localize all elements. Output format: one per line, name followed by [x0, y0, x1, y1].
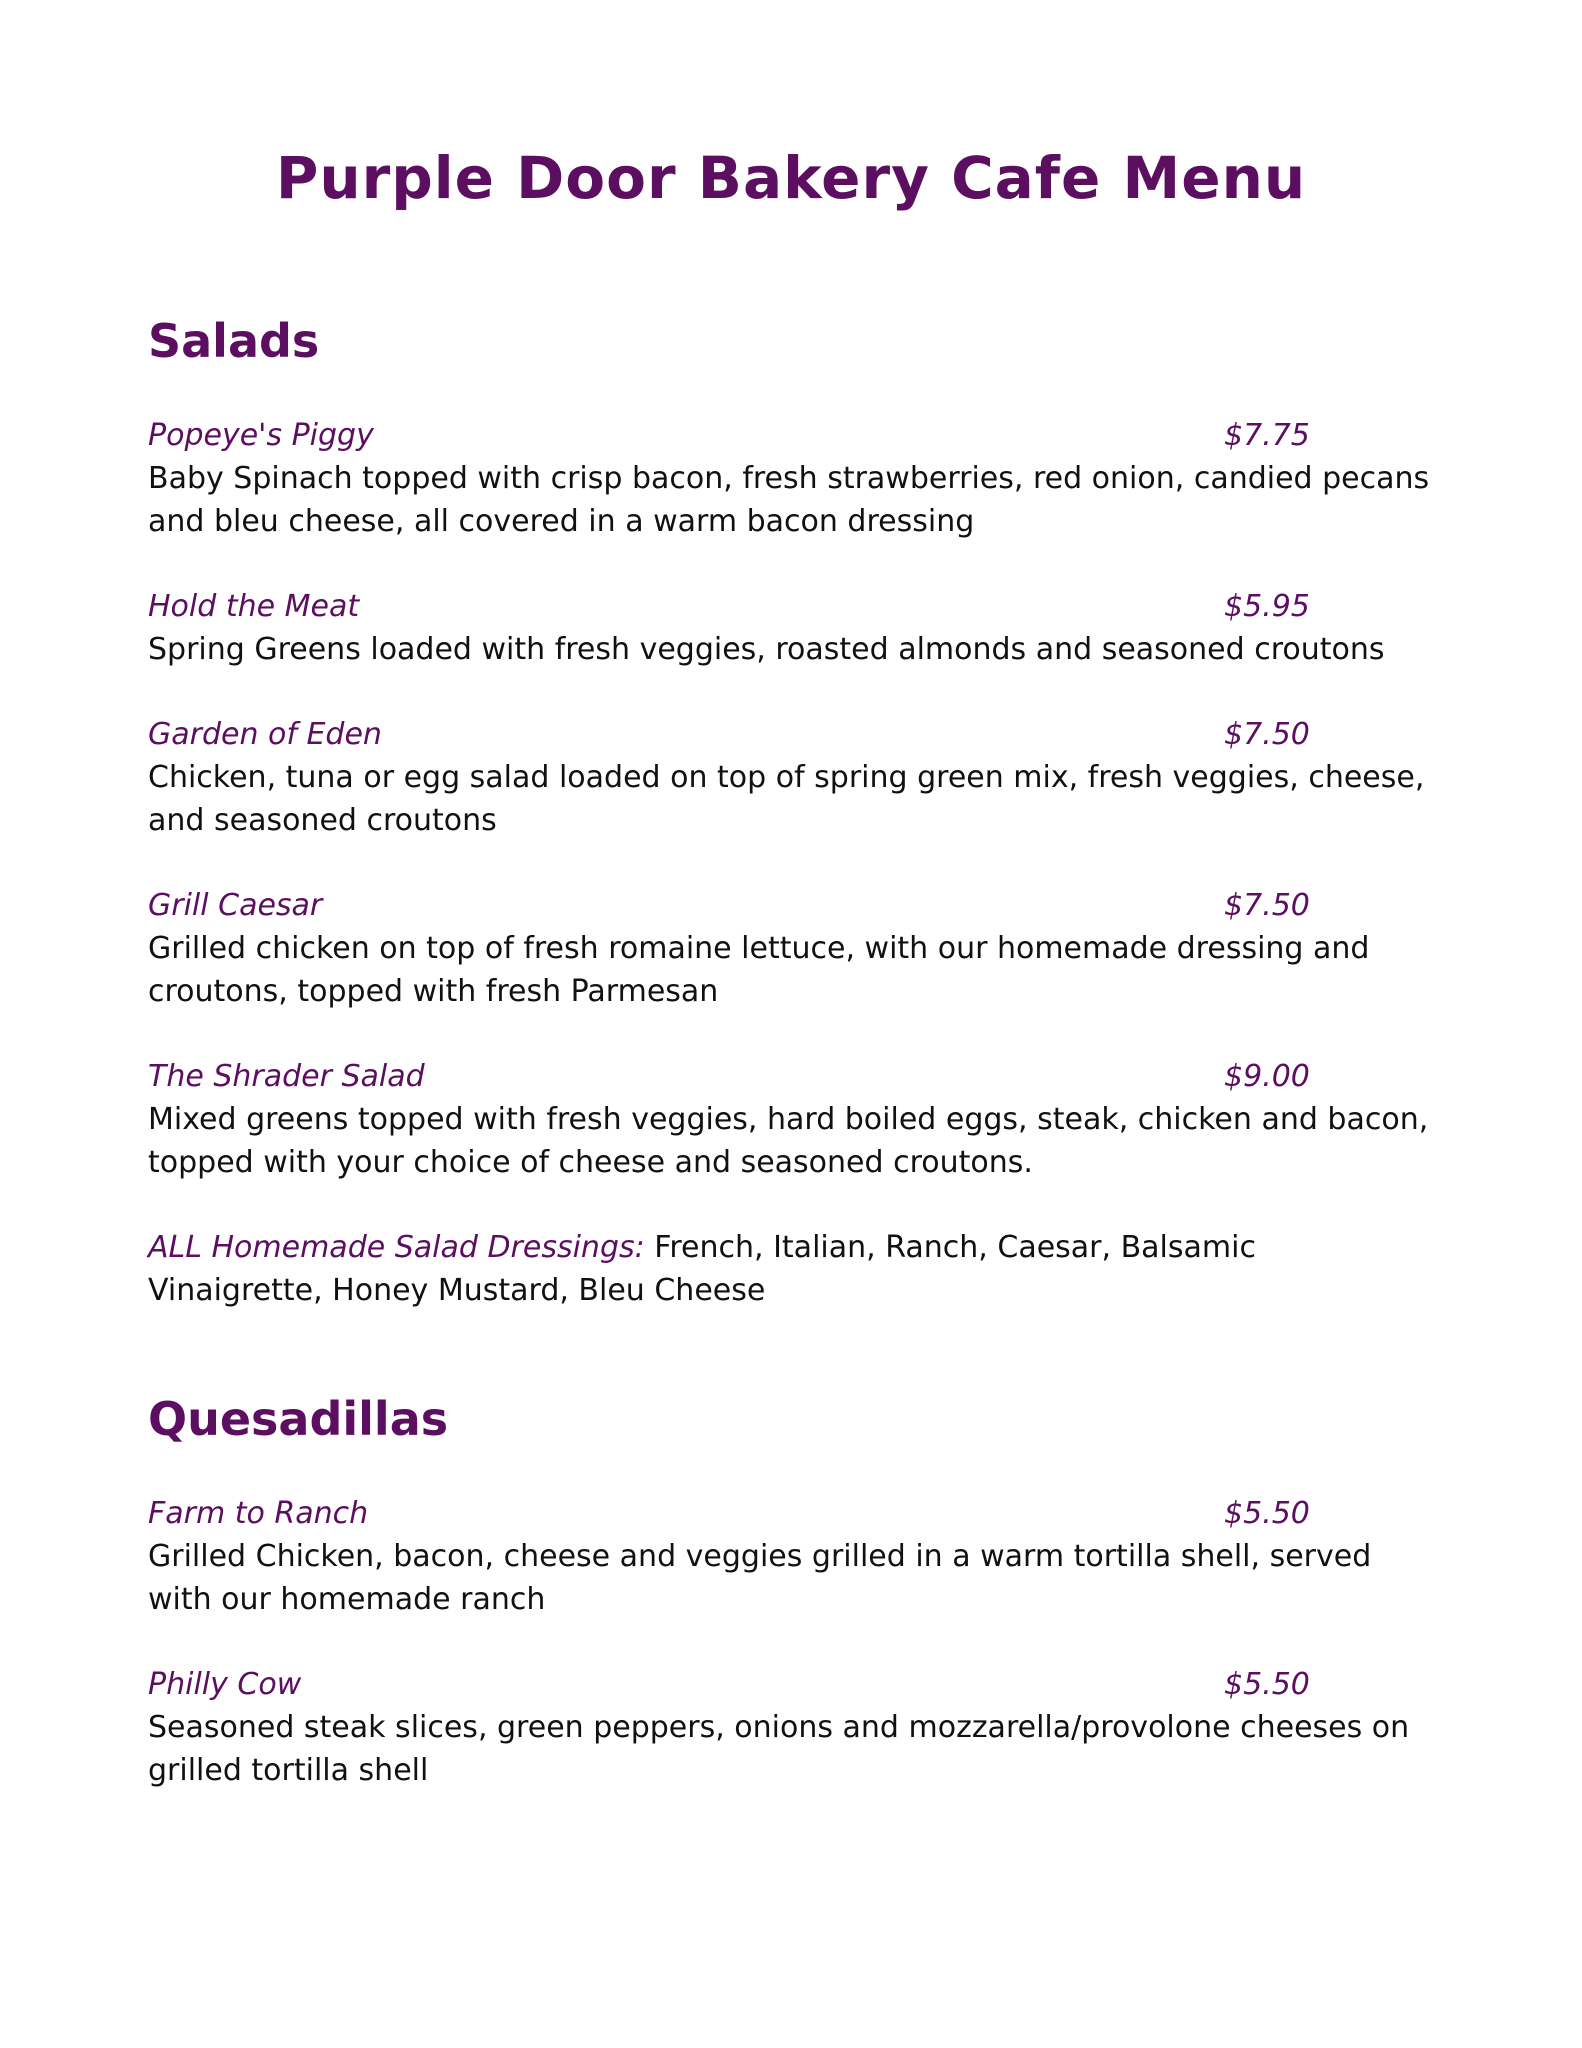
item-description: Baby Spinach topped with crisp bacon, fresh strawberries, red onion, candied pecans and bleu cheese, all covered in a warm bacon dressing [148, 461, 1430, 539]
item-name: The Shrader Salad [148, 1059, 425, 1094]
salad-dressings [148, 1226, 1434, 1312]
item-price: $5.50 [1224, 1496, 1310, 1531]
menu-item [148, 414, 1434, 543]
item-price: $5.50 [1224, 1667, 1310, 1702]
item-description: Chicken, tuna or egg salad loaded on top of spring green mix, fresh veggies, cheese, and seasoned croutons [148, 760, 1425, 838]
item-description: Seasoned steak slices, green peppers, onions and mozzarella/provolone cheeses on grilled tortilla shell [148, 1710, 1410, 1788]
item-name: Philly Cow [148, 1667, 302, 1702]
menu-item [148, 585, 1434, 671]
item-name: Popeye's Piggy [148, 418, 374, 453]
section-heading-salads: Salads [148, 314, 320, 368]
item-description: Grilled Chicken, bacon, cheese and veggies grilled in a warm tortilla shell, served with our homemade ranch [148, 1539, 1372, 1617]
item-price: $5.95 [1224, 589, 1310, 624]
dressings-list: French, Italian, Ranch, Caesar, Balsamic Vinaigrette, Honey Mustard, Bleu Cheese [148, 1230, 1256, 1308]
item-name: Hold the Meat [148, 589, 360, 624]
item-price: $9.00 [1224, 1059, 1310, 1094]
menu-item [148, 1492, 1434, 1621]
item-price: $7.50 [1224, 888, 1310, 923]
section-heading-quesadillas: Quesadillas [148, 1392, 449, 1446]
dressings-label: ALL Homemade Salad Dressings: [148, 1230, 645, 1265]
item-name: Farm to Ranch [148, 1496, 369, 1531]
menu-item [148, 1663, 1434, 1792]
item-price: $7.50 [1224, 717, 1310, 752]
menu-item [148, 1055, 1434, 1184]
item-description: Grilled chicken on top of fresh romaine lettuce, with our homemade dressing and croutons, topped with fresh Parmesan [148, 931, 1370, 1009]
item-description: Spring Greens loaded with fresh veggies, roasted almonds and seasoned croutons [148, 632, 1385, 667]
item-price: $7.75 [1224, 418, 1310, 453]
menu-item [148, 884, 1434, 1013]
item-name: Grill Caesar [148, 888, 323, 923]
menu-item [148, 713, 1434, 842]
item-name: Garden of Eden [148, 717, 382, 752]
page-title: Purple Door Bakery Cafe Menu [275, 144, 1307, 212]
item-description: Mixed greens topped with fresh veggies, hard boiled eggs, steak, chicken and bacon, topped with your choice of cheese and seasoned croutons. [148, 1102, 1429, 1180]
